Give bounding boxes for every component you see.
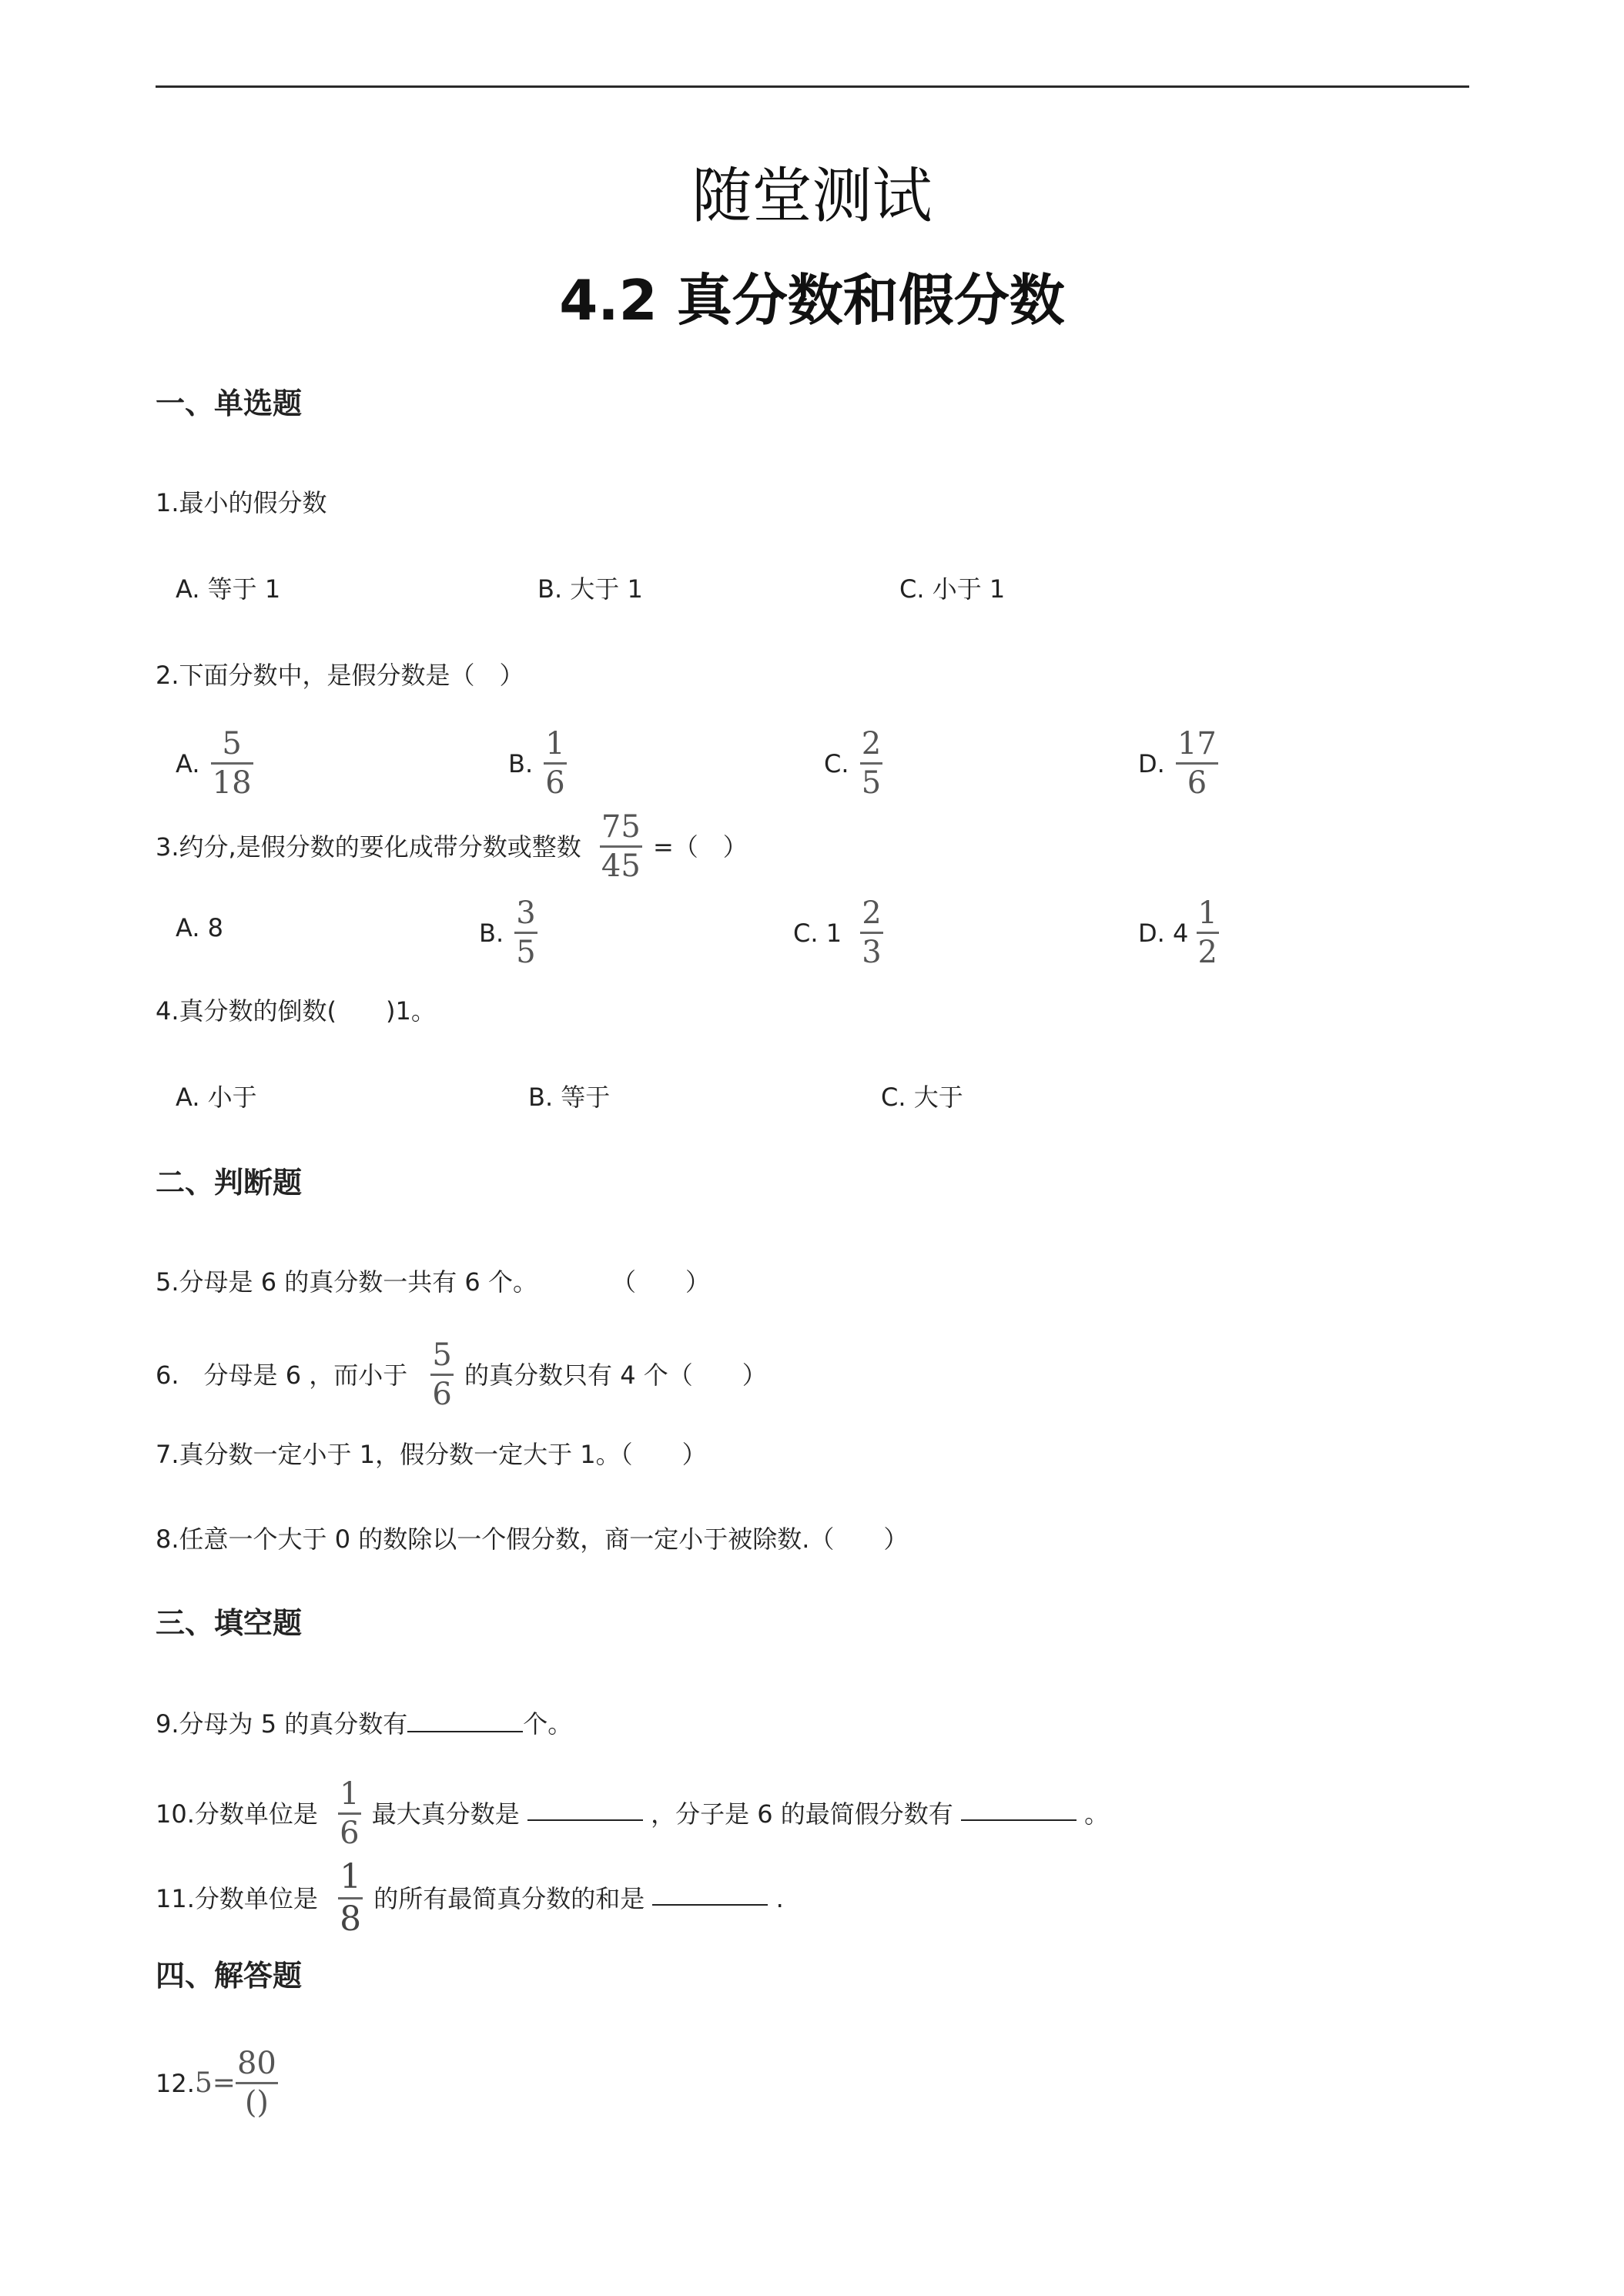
- section-heading-solve: 四、解答题: [156, 1959, 303, 1993]
- question-8: 8.任意一个大于 0 的数除以一个假分数，商一定小于被除数.（ ）: [156, 1525, 909, 1554]
- question-6-post: 的真分数只有 4 个（ ）: [464, 1360, 767, 1390]
- question-3: [156, 809, 748, 884]
- option-label: D. 4: [1138, 918, 1189, 948]
- question-11-mid: 的所有最简真分数的和是: [373, 1883, 645, 1913]
- question-9-post: 个。: [523, 1709, 573, 1739]
- answer-paren[interactable]: （ ）: [611, 1267, 710, 1297]
- answer-blank[interactable]: [652, 1878, 768, 1906]
- question-10: [156, 1776, 1110, 1851]
- question-2: 2.下面分数中，是假分数是（ ）: [156, 661, 524, 690]
- question-10-pre: 10.分数单位是: [156, 1799, 318, 1829]
- q4-option-c[interactable]: C. 大于: [881, 1083, 963, 1112]
- question-10-post: 。: [1084, 1799, 1110, 1829]
- question-4: 4.真分数的倒数( )1。: [156, 996, 436, 1026]
- question-12-pre: 12.: [156, 2068, 195, 2098]
- question-5: [156, 1263, 710, 1301]
- option-label: C. 1: [793, 918, 842, 948]
- fraction: $\frac{2}{3}$: [862, 895, 882, 970]
- question-6: [156, 1337, 767, 1412]
- question-11: [156, 1857, 784, 1939]
- q4-option-b[interactable]: B. 等于: [528, 1083, 611, 1112]
- q3-option-a[interactable]: A. 8: [176, 913, 224, 942]
- option-label: B.: [479, 918, 504, 948]
- section-heading-single-choice: 一、单选题: [156, 387, 303, 420]
- header-rule: [156, 85, 1469, 88]
- fraction: $\frac{1}{6}$: [545, 726, 565, 801]
- page-title: 随堂测试: [691, 162, 933, 231]
- fraction: $\frac{17}{6}$: [1177, 726, 1217, 801]
- option-label: A.: [176, 748, 200, 778]
- q1-option-c[interactable]: C. 小于 1: [899, 574, 1006, 604]
- question-12: [156, 2048, 281, 2118]
- question-1: 1.最小的假分数: [156, 488, 327, 517]
- fraction: $\frac{1}{6}$: [340, 1776, 360, 1851]
- section-heading-true-false: 二、判断题: [156, 1166, 303, 1200]
- question-7: 7.真分数一定小于 1，假分数一定大于 1。（ ）: [156, 1440, 707, 1469]
- question-12-lhs: 5=: [194, 2067, 236, 2099]
- question-10-mid1: 最大真分数是: [371, 1799, 520, 1829]
- answer-blank[interactable]: [961, 1793, 1077, 1821]
- q3-option-c[interactable]: [793, 895, 886, 970]
- fraction: $\frac{3}{5}$: [516, 895, 536, 970]
- option-label: D.: [1138, 748, 1165, 778]
- question-10-mid2: ，分子是 6 的最简假分数有: [651, 1799, 953, 1829]
- page-subtitle: 4.2 真分数和假分数: [559, 268, 1065, 333]
- q2-option-c[interactable]: [824, 726, 886, 801]
- q4-option-a[interactable]: A. 小于: [176, 1083, 257, 1112]
- question-11-post: .: [775, 1883, 784, 1913]
- question-11-pre: 11.分数单位是: [156, 1883, 318, 1913]
- option-label: C.: [824, 748, 849, 778]
- q2-option-b[interactable]: [508, 726, 570, 801]
- fraction: $\frac{1}{2}$: [1197, 895, 1217, 970]
- fraction: $\frac{1}{8}$: [340, 1857, 362, 1939]
- option-label: B.: [508, 748, 534, 778]
- q3-option-d[interactable]: [1138, 895, 1222, 970]
- q1-option-a[interactable]: A. 等于 1: [176, 574, 281, 604]
- question-9: [156, 1705, 572, 1743]
- answer-blank[interactable]: [407, 1705, 523, 1732]
- q2-option-d[interactable]: [1138, 726, 1221, 801]
- fraction: $\frac{5}{18}$: [212, 726, 252, 801]
- question-5-text: 5.分母是 6 的真分数一共有 6 个。: [156, 1267, 537, 1297]
- question-3-text: 3.约分,是假分数的要化成带分数或整数: [156, 832, 581, 862]
- fraction: $\frac{2}{5}$: [861, 726, 882, 801]
- question-9-pre: 9.分母为 5 的真分数有: [156, 1709, 408, 1739]
- question-3-tail: =（ ）: [652, 832, 748, 862]
- fraction: $\frac{75}{45}$: [601, 809, 641, 884]
- question-6-pre: 6. 分母是 6 ，而小于: [156, 1360, 408, 1390]
- fraction: $\frac{5}{6}$: [432, 1337, 452, 1412]
- answer-blank[interactable]: [527, 1793, 643, 1821]
- q3-option-b[interactable]: [479, 895, 541, 970]
- fraction: $\frac{80}{()}$: [236, 2046, 276, 2120]
- q2-option-a[interactable]: [176, 726, 256, 801]
- q1-option-b[interactable]: B. 大于 1: [537, 574, 643, 604]
- section-heading-fill-blank: 三、填空题: [156, 1606, 303, 1640]
